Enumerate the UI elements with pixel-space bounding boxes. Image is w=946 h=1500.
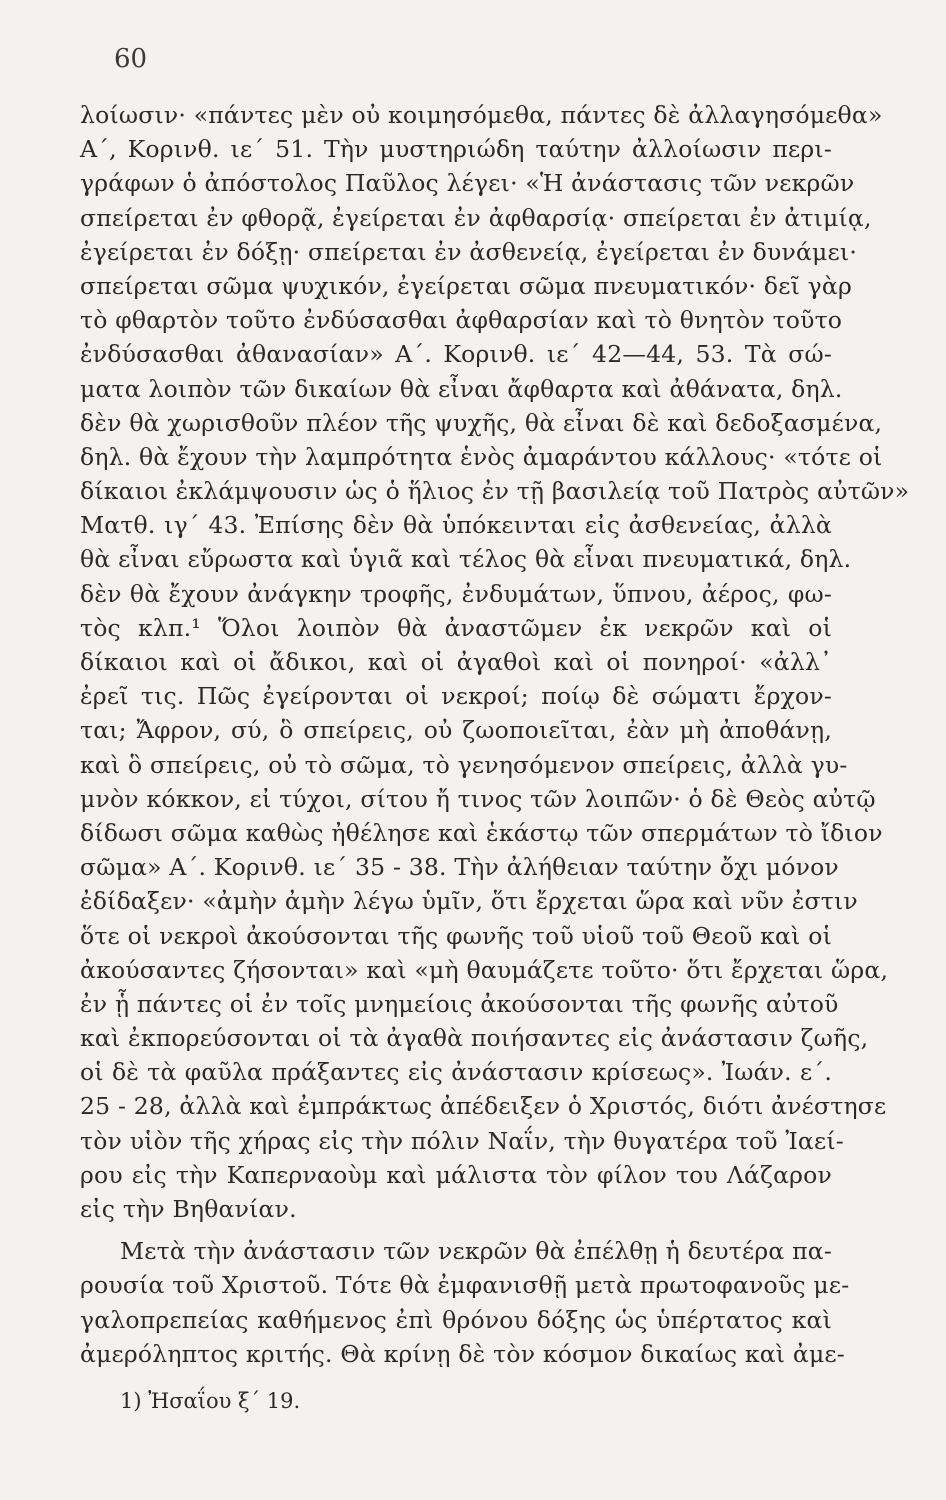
text-line: ρου εἰς τὴν Καπερναοὺμ καὶ μάλιστα τὸν φίλον του Λάζαρον <box>80 1160 832 1189</box>
text-line: δίκαιοι ἐκλάμψουσιν ὡς ὁ ἥλιος ἐν τῇ βασιλείᾳ τοῦ Πατρὸς αὐτῶν» <box>80 477 910 506</box>
paragraph-1 <box>80 98 910 1226</box>
text-line: ται; Ἄφρον, σύ, ὃ σπείρεις, οὐ ζωοποιεῖται, ἐὰν μὴ ἀποθάνῃ, <box>80 716 832 745</box>
text-line: δὲν θὰ χωρισθοῦν πλέον τῆς ψυχῆς, θὰ εἶναι δὲ καὶ δεδοξασμένα, <box>80 408 883 437</box>
text-line: γράφων ὁ ἀπόστολος Παῦλος λέγει· «Ἡ ἀνάστασις τῶν νεκρῶν <box>80 169 855 198</box>
text-line: σπείρεται σῶμα ψυχικόν, ἐγείρεται σῶμα πνευματικόν· δεῖ γὰρ <box>80 271 853 300</box>
text-line: τὸς κλπ.¹ Ὅλοι λοιπὸν θὰ ἀναστῶμεν ἐκ νεκρῶν καὶ οἱ <box>80 613 832 642</box>
text-line: ἐν ᾗ πάντες οἱ ἐν τοῖς μνημείοις ἀκούσονται τῆς φωνῆς αὐτοῦ <box>80 989 839 1018</box>
text-line: ρουσία τοῦ Χριστοῦ. Τότε θὰ ἐμφανισθῇ μετὰ πρωτοφανοῦς με- <box>80 1271 850 1300</box>
text-line: δὲν θὰ ἔχουν ἀνάγκην τροφῆς, ἐνδυμάτων, ὕπνου, ἀέρος, φω- <box>80 579 832 608</box>
text-line: δίδωσι σῶμα καθὼς ἠθέλησε καὶ ἑκάστῳ τῶν σπερμάτων τὸ ἴδιον <box>80 818 883 847</box>
text-line: ἐγείρεται ἐν δόξῃ· σπείρεται ἐν ἀσθενείᾳ, ἐγείρεται ἐν δυνάμει· <box>80 237 857 266</box>
text-line: 25 - 28, ἀλλὰ καὶ ἐμπράκτως ἀπέδειξεν ὁ Χριστός, διότι ἀνέστησε <box>80 1092 887 1121</box>
text-line: σπείρεται ἐν φθορᾷ, ἐγείρεται ἐν ἀφθαρσίᾳ· σπείρεται ἐν ἀτιμίᾳ, <box>80 203 872 232</box>
text-line: δηλ. θὰ ἔχουν τὴν λαμπρότητα ἑνὸς ἀμαράντου κάλλους· «τότε οἱ <box>80 442 883 471</box>
text-line: καὶ ἐκπορεύσονται οἱ τὰ ἀγαθὰ ποιήσαντες εἰς ἀνάστασιν ζωῆς, <box>80 1024 869 1053</box>
text-line: σῶμα» Α΄. Κορινθ. ιε΄ 35 - 38. Τὴν ἀλήθειαν ταύτην ὄχι μόνον <box>80 853 839 882</box>
body-text <box>80 98 910 1371</box>
text-line: Α΄, Κορινθ. ιε΄ 51. Τὴν μυστηριώδη ταύτην ἀλλοίωσιν περι- <box>80 135 832 164</box>
text-line: οἱ δὲ τὰ φαῦλα πράξαντες εἰς ἀνάστασιν κρίσεως». Ἰωάν. ε΄. <box>80 1058 832 1087</box>
text-line: εἰς τὴν Βηθανίαν. <box>80 1195 297 1223</box>
text-line: γαλοπρεπείας καθήμενος ἐπὶ θρόνου δόξης ὡς ὑπέρτατος καὶ <box>80 1305 832 1334</box>
text-line: ματα λοιπὸν τῶν δικαίων θὰ εἶναι ἄφθαρτα καὶ ἀθάνατα, δηλ. <box>80 374 843 403</box>
text-line: ἀμερόληπτος κριτής. Θὰ κρίνῃ δὲ τὸν κόσμον δικαίως καὶ ἀμε- <box>80 1339 845 1368</box>
text-line: τὸ φθαρτὸν τοῦτο ἐνδύσασθαι ἀφθαρσίαν καὶ τὸ θνητὸν τοῦτο <box>80 306 843 335</box>
text-line: καὶ ὃ σπείρεις, οὐ τὸ σῶμα, τὸ γενησόμενον σπείρεις, ἀλλὰ γυ- <box>80 750 848 779</box>
page-number: 60 <box>114 44 148 74</box>
text-line: ἀκούσαντες ζήσονται» καὶ «μὴ θαυμάζετε τοῦτο· ὅτι ἔρχεται ὥρα, <box>80 955 889 984</box>
text-line: Ματθ. ιγ΄ 43. Ἐπίσης δὲν θὰ ὑπόκεινται εἰς ἀσθενείας, ἀλλὰ <box>80 511 832 540</box>
text-line: Μετὰ τὴν ἀνάστασιν τῶν νεκρῶν θὰ ἐπέλθῃ ἡ δευτέρα πα- <box>120 1237 832 1266</box>
text-line: δίκαιοι καὶ οἱ ἄδικοι, καὶ οἱ ἀγαθοὶ καὶ οἱ πονηροί· «ἀλλ᾽ <box>80 648 832 676</box>
text-line: λοίωσιν· «πάντες μὲν οὐ κοιμησόμεθα, πάντες δὲ ἀλλαγησόμεθα» <box>80 101 883 129</box>
text-line: ἐρεῖ τις. Πῶς ἐγείρονται οἱ νεκροί; ποίῳ δὲ σώματι ἔρχον- <box>80 682 832 711</box>
text-line: μνὸν κόκκον, εἰ τύχοι, σίτου ἤ τινος τῶν λοιπῶν· ὁ δὲ Θεὸς αὐτῷ <box>80 784 876 813</box>
text-line: ἐδίδαξεν· «ἀμὴν ἀμὴν λέγω ὑμῖν, ὅτι ἔρχεται ὥρα καὶ νῦν ἐστιν <box>80 887 858 916</box>
text-line: ἐνδύσασθαι ἀθανασίαν» Α΄. Κορινθ. ιε΄ 42—44, 53. Τὰ σώ- <box>80 340 832 369</box>
text-line: ὅτε οἱ νεκροὶ ἀκούσονται τῆς φωνῆς τοῦ υἱοῦ τοῦ Θεοῦ καὶ οἱ <box>80 921 832 950</box>
text-line: τὸν υἱὸν τῆς χήρας εἰς τὴν πόλιν Ναΐν, τὴν θυγατέρα τοῦ Ἰαεί- <box>80 1126 844 1155</box>
text-line: θὰ εἶναι εὔρωστα καὶ ὑγιᾶ καὶ τέλος θὰ εἶναι πνευματικά, δηλ. <box>80 545 852 574</box>
paragraph-2 <box>80 1234 850 1371</box>
footnote: 1) Ἠσαΐου ξ΄ 19. <box>120 1389 301 1413</box>
